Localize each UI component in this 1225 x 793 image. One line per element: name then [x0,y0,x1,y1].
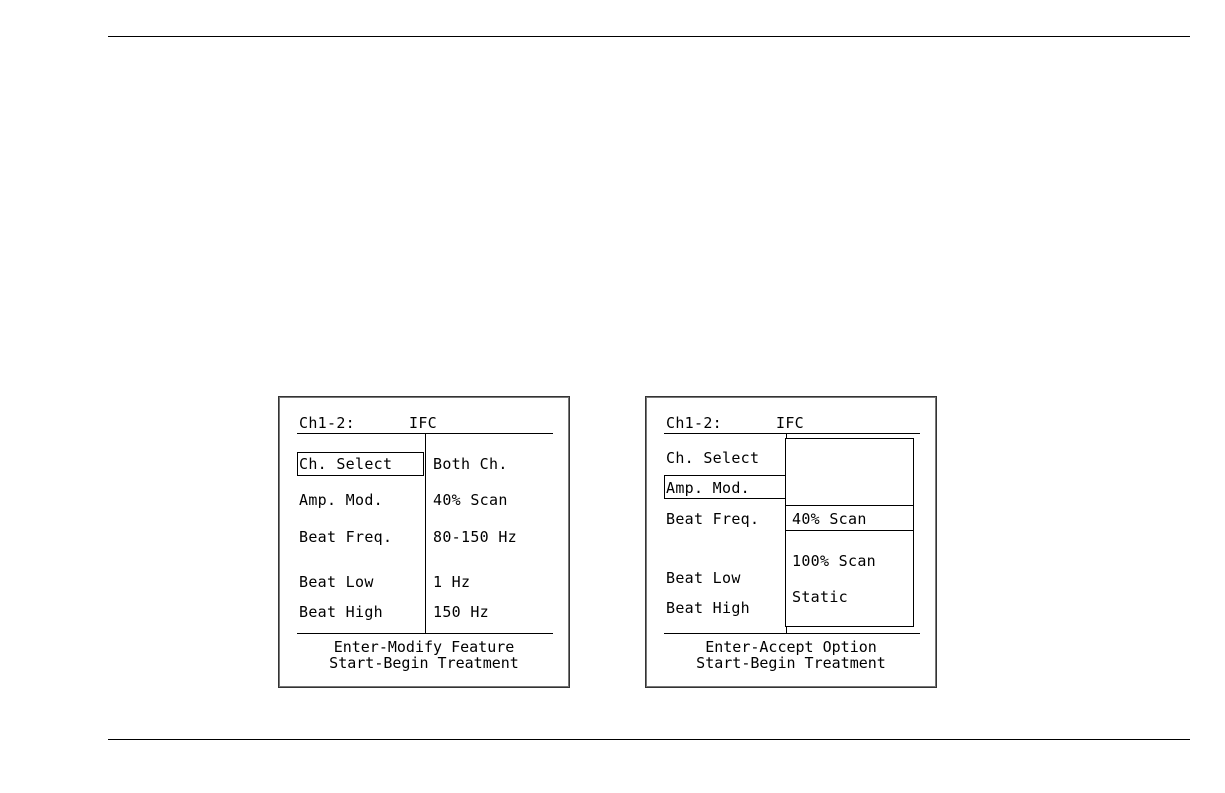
row-ch-select-label[interactable]: Ch. Select [666,449,760,467]
footer-line-1: Enter-Accept Option [705,638,877,656]
row-beat-high-label[interactable]: Beat High [666,599,750,617]
footer-line-2: Start-Begin Treatment [696,654,886,672]
row-beat-low-label[interactable]: Beat Low [666,569,741,587]
row-beat-freq-value: 80-150 Hz [433,528,517,546]
row-amp-mod-label[interactable]: Amp. Mod. [666,479,750,497]
footer-divider [297,633,553,634]
option-static[interactable]: Static [792,588,848,606]
row-ch-select-label[interactable]: Ch. Select [299,455,393,473]
header-divider [664,433,920,434]
row-amp-mod-label[interactable]: Amp. Mod. [299,491,383,509]
channel-label: Ch1-2: [299,414,355,432]
row-beat-low-label[interactable]: Beat Low [299,573,374,591]
row-ch-select-value: Both Ch. [433,455,508,473]
column-divider [425,433,426,633]
row-beat-freq-label[interactable]: Beat Freq. [299,528,393,546]
channel-label: Ch1-2: [666,414,722,432]
mode-label: IFC [776,414,804,432]
right-device-screen [645,396,937,688]
option-100-scan[interactable]: 100% Scan [792,552,876,570]
mode-label: IFC [409,414,437,432]
row-beat-high-value: 150 Hz [433,603,489,621]
bottom-rule [108,739,1190,740]
footer-line-1: Enter-Modify Feature [333,638,515,656]
row-beat-low-value: 1 Hz [433,573,471,591]
row-beat-high-label[interactable]: Beat High [299,603,383,621]
option-40-scan[interactable]: 40% Scan [792,510,867,528]
top-rule [108,36,1190,37]
footer-divider [664,633,920,634]
option-popup [785,438,914,627]
footer-line-2: Start-Begin Treatment [329,654,519,672]
left-device-screen [278,396,570,688]
row-beat-freq-label[interactable]: Beat Freq. [666,510,760,528]
row-amp-mod-value: 40% Scan [433,491,508,509]
